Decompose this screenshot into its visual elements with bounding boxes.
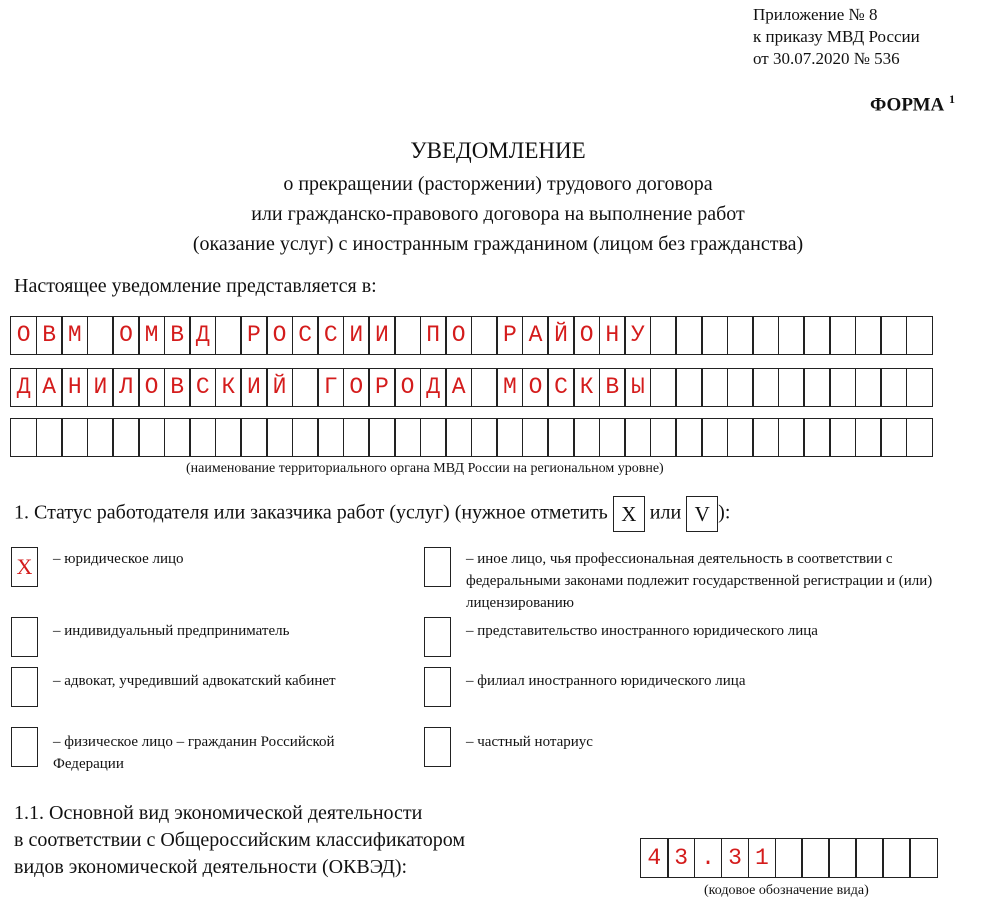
letter-cell[interactable] bbox=[778, 418, 805, 457]
letter-cell[interactable]: О bbox=[445, 316, 472, 355]
letter-cell[interactable] bbox=[752, 368, 779, 407]
letter-cell[interactable] bbox=[420, 418, 447, 457]
okved-caption: (кодовое обозначение вида) bbox=[704, 883, 869, 898]
okved-digit-cell[interactable] bbox=[909, 838, 938, 878]
letter-cell[interactable] bbox=[87, 418, 114, 457]
letter-cell[interactable] bbox=[266, 418, 293, 457]
letter-cell[interactable] bbox=[292, 368, 319, 407]
letter-cell[interactable] bbox=[650, 316, 677, 355]
okved-digit-cell[interactable] bbox=[775, 838, 804, 878]
letter-cell[interactable] bbox=[906, 316, 933, 355]
option-private-notary: – частный нотариус bbox=[466, 734, 593, 750]
section-okved-label bbox=[14, 800, 465, 881]
status-or: или bbox=[649, 501, 682, 524]
checkbox-lawyer-office[interactable] bbox=[11, 667, 38, 707]
letter-cell[interactable] bbox=[727, 418, 754, 457]
okved-digit-cell[interactable]: 3 bbox=[721, 838, 750, 878]
letter-cell[interactable]: И bbox=[368, 316, 395, 355]
letter-cell[interactable] bbox=[906, 368, 933, 407]
okved-digit-cell[interactable]: 4 bbox=[640, 838, 669, 878]
okved-code-cells[interactable] bbox=[640, 838, 936, 878]
letter-cell[interactable] bbox=[880, 368, 907, 407]
letter-cell[interactable]: М bbox=[138, 316, 165, 355]
letter-cell[interactable] bbox=[36, 418, 63, 457]
letter-cell[interactable]: Р bbox=[240, 316, 267, 355]
letter-cell[interactable] bbox=[215, 418, 242, 457]
letter-cell[interactable]: С bbox=[317, 316, 344, 355]
letter-cell[interactable] bbox=[701, 418, 728, 457]
letter-cell[interactable]: Д bbox=[189, 316, 216, 355]
option-legal-entity: – юридическое лицо bbox=[53, 551, 184, 567]
document-title: УВЕДОМЛЕНИЕ bbox=[410, 138, 586, 163]
letter-cell[interactable]: О bbox=[138, 368, 165, 407]
letter-cell[interactable]: В bbox=[164, 316, 191, 355]
letter-cell[interactable] bbox=[675, 418, 702, 457]
letter-cell[interactable] bbox=[675, 316, 702, 355]
letter-cell[interactable]: Н bbox=[61, 368, 88, 407]
letter-cell[interactable] bbox=[343, 418, 370, 457]
checkbox-individual-citizen[interactable] bbox=[11, 727, 38, 767]
option-other-person: – иное лицо, чья профессиональная деятельность в соответствии с федеральными законами подлежит государственной регистрации и (или) лицензированию bbox=[466, 551, 933, 611]
letter-cell[interactable]: Д bbox=[10, 368, 37, 407]
letter-cell[interactable] bbox=[727, 368, 754, 407]
letter-cell[interactable] bbox=[496, 418, 523, 457]
letter-cell[interactable]: Д bbox=[420, 368, 447, 407]
option-individual-entrepreneur: – индивидуальный предприниматель bbox=[53, 623, 290, 639]
letter-cell[interactable]: К bbox=[215, 368, 242, 407]
okved-digit-cell[interactable]: 3 bbox=[667, 838, 696, 878]
okved-digit-cell[interactable]: . bbox=[694, 838, 723, 878]
letter-cell[interactable] bbox=[727, 316, 754, 355]
letter-cell[interactable] bbox=[87, 316, 114, 355]
letter-cell[interactable] bbox=[803, 316, 830, 355]
okved-digit-cell[interactable]: 1 bbox=[748, 838, 777, 878]
letter-cell[interactable]: А bbox=[36, 368, 63, 407]
okved-label-line2: в соответствии с Общероссийским классификатором bbox=[14, 829, 466, 851]
letter-cell[interactable] bbox=[624, 418, 651, 457]
letter-cell[interactable] bbox=[471, 368, 498, 407]
letter-cell[interactable] bbox=[829, 368, 856, 407]
title-subline-1: о прекращении (расторжении) трудового договора bbox=[283, 173, 713, 195]
letter-cell[interactable]: О bbox=[266, 316, 293, 355]
form-label-text: ФОРМА bbox=[870, 94, 945, 116]
letter-cell[interactable]: И bbox=[87, 368, 114, 407]
letter-cell[interactable] bbox=[855, 316, 882, 355]
letter-cell[interactable] bbox=[829, 418, 856, 457]
letter-cell[interactable] bbox=[240, 418, 267, 457]
letter-cell[interactable] bbox=[752, 316, 779, 355]
letter-cell[interactable] bbox=[803, 368, 830, 407]
letter-cell[interactable] bbox=[112, 418, 139, 457]
letter-cell[interactable] bbox=[164, 418, 191, 457]
example-v-box: V bbox=[686, 496, 718, 532]
authority-row-1[interactable] bbox=[10, 316, 931, 355]
letter-cell[interactable] bbox=[701, 368, 728, 407]
letter-cell[interactable]: Н bbox=[599, 316, 626, 355]
checkbox-private-notary[interactable] bbox=[424, 727, 451, 767]
letter-cell[interactable] bbox=[471, 316, 498, 355]
letter-cell[interactable] bbox=[10, 418, 37, 457]
intro-text: Настоящее уведомление представляется в: bbox=[14, 275, 377, 297]
letter-cell[interactable] bbox=[471, 418, 498, 457]
letter-cell[interactable] bbox=[906, 418, 933, 457]
appendix-line3: от 30.07.2020 № 536 bbox=[753, 49, 900, 68]
letter-cell[interactable]: В bbox=[599, 368, 626, 407]
form-footnote-mark: 1 bbox=[948, 92, 955, 106]
status-heading bbox=[14, 496, 730, 532]
okved-digit-cell[interactable] bbox=[855, 838, 884, 878]
option-foreign-branch: – филиал иностранного юридического лица bbox=[466, 673, 746, 689]
letter-cell[interactable] bbox=[880, 418, 907, 457]
letter-cell[interactable]: Р bbox=[368, 368, 395, 407]
okved-digit-cell[interactable] bbox=[828, 838, 857, 878]
letter-cell[interactable] bbox=[855, 418, 882, 457]
letter-cell[interactable] bbox=[317, 418, 344, 457]
letter-cell[interactable] bbox=[650, 368, 677, 407]
letter-cell[interactable]: С bbox=[189, 368, 216, 407]
letter-cell[interactable]: О bbox=[394, 368, 421, 407]
letter-cell[interactable]: С bbox=[547, 368, 574, 407]
letter-cell[interactable]: А bbox=[522, 316, 549, 355]
appendix-header bbox=[753, 4, 920, 70]
letter-cell[interactable]: С bbox=[292, 316, 319, 355]
status-closing: ): bbox=[718, 501, 731, 524]
letter-cell[interactable] bbox=[650, 418, 677, 457]
appendix-line1: Приложение № 8 bbox=[753, 5, 878, 24]
form-label bbox=[870, 92, 955, 116]
okved-digit-cell[interactable] bbox=[801, 838, 830, 878]
letter-cell[interactable]: О bbox=[343, 368, 370, 407]
letter-cell[interactable] bbox=[394, 418, 421, 457]
letter-cell[interactable]: Й bbox=[266, 368, 293, 407]
letter-cell[interactable] bbox=[445, 418, 472, 457]
letter-cell[interactable]: П bbox=[420, 316, 447, 355]
letter-cell[interactable]: О bbox=[112, 316, 139, 355]
letter-cell[interactable]: Р bbox=[496, 316, 523, 355]
letter-cell[interactable] bbox=[803, 418, 830, 457]
letter-cell[interactable] bbox=[215, 316, 242, 355]
letter-cell[interactable] bbox=[61, 418, 88, 457]
letter-cell[interactable]: О bbox=[573, 316, 600, 355]
letter-cell[interactable] bbox=[522, 418, 549, 457]
checkbox-individual-entrepreneur[interactable] bbox=[11, 617, 38, 657]
letter-cell[interactable] bbox=[573, 418, 600, 457]
example-x-box: X bbox=[613, 496, 645, 532]
checkbox-legal-entity[interactable]: X bbox=[11, 547, 38, 587]
letter-cell[interactable]: М bbox=[61, 316, 88, 355]
title-subline-3: (оказание услуг) с иностранным гражданином (лицом без гражданства) bbox=[192, 233, 804, 255]
letter-cell[interactable]: И bbox=[240, 368, 267, 407]
letter-cell[interactable]: Л bbox=[112, 368, 139, 407]
title-subline-2: или гражданско-правового договора на выполнение работ bbox=[251, 203, 745, 225]
checkbox-foreign-representation[interactable] bbox=[424, 617, 451, 657]
letter-cell[interactable] bbox=[701, 316, 728, 355]
letter-cell[interactable] bbox=[778, 368, 805, 407]
letter-cell[interactable] bbox=[394, 316, 421, 355]
letter-cell[interactable]: В bbox=[164, 368, 191, 407]
letter-cell[interactable]: У bbox=[624, 316, 651, 355]
option-lawyer-office: – адвокат, учредивший адвокатский кабинет bbox=[53, 673, 336, 689]
letter-cell[interactable] bbox=[829, 316, 856, 355]
authority-row-2[interactable] bbox=[10, 368, 931, 407]
option-individual-citizen: – физическое лицо – гражданин Российской Федерации bbox=[53, 734, 335, 772]
authority-row-3[interactable] bbox=[10, 418, 931, 457]
letter-cell[interactable] bbox=[752, 418, 779, 457]
letter-cell[interactable] bbox=[292, 418, 319, 457]
letter-cell[interactable]: Г bbox=[317, 368, 344, 407]
letter-cell[interactable]: В bbox=[36, 316, 63, 355]
letter-cell[interactable] bbox=[368, 418, 395, 457]
letter-cell[interactable] bbox=[778, 316, 805, 355]
letter-cell[interactable] bbox=[599, 418, 626, 457]
letter-cell[interactable] bbox=[138, 418, 165, 457]
letter-cell[interactable] bbox=[547, 418, 574, 457]
authority-caption: (наименование территориального органа МВД России на региональном уровне) bbox=[186, 461, 664, 476]
letter-cell[interactable] bbox=[880, 316, 907, 355]
letter-cell[interactable]: О bbox=[522, 368, 549, 407]
checkbox-foreign-branch[interactable] bbox=[424, 667, 451, 707]
letter-cell[interactable] bbox=[189, 418, 216, 457]
status-text: 1. Статус работодателя или заказчика работ (услуг) (нужное отметить bbox=[14, 501, 608, 524]
letter-cell[interactable]: М bbox=[496, 368, 523, 407]
letter-cell[interactable]: А bbox=[445, 368, 472, 407]
appendix-line2: к приказу МВД России bbox=[753, 27, 920, 46]
okved-label-line1: 1.1. Основной вид экономической деятельности bbox=[14, 802, 423, 824]
okved-label-line3: видов экономической деятельности (ОКВЭД): bbox=[14, 856, 408, 878]
letter-cell[interactable] bbox=[675, 368, 702, 407]
okved-digit-cell[interactable] bbox=[882, 838, 911, 878]
letter-cell[interactable]: Ы bbox=[624, 368, 651, 407]
letter-cell[interactable]: Й bbox=[547, 316, 574, 355]
checkbox-other-person[interactable] bbox=[424, 547, 451, 587]
letter-cell[interactable] bbox=[855, 368, 882, 407]
letter-cell[interactable]: И bbox=[343, 316, 370, 355]
letter-cell[interactable]: О bbox=[10, 316, 37, 355]
option-foreign-representation: – представительство иностранного юридического лица bbox=[466, 623, 818, 639]
letter-cell[interactable]: К bbox=[573, 368, 600, 407]
